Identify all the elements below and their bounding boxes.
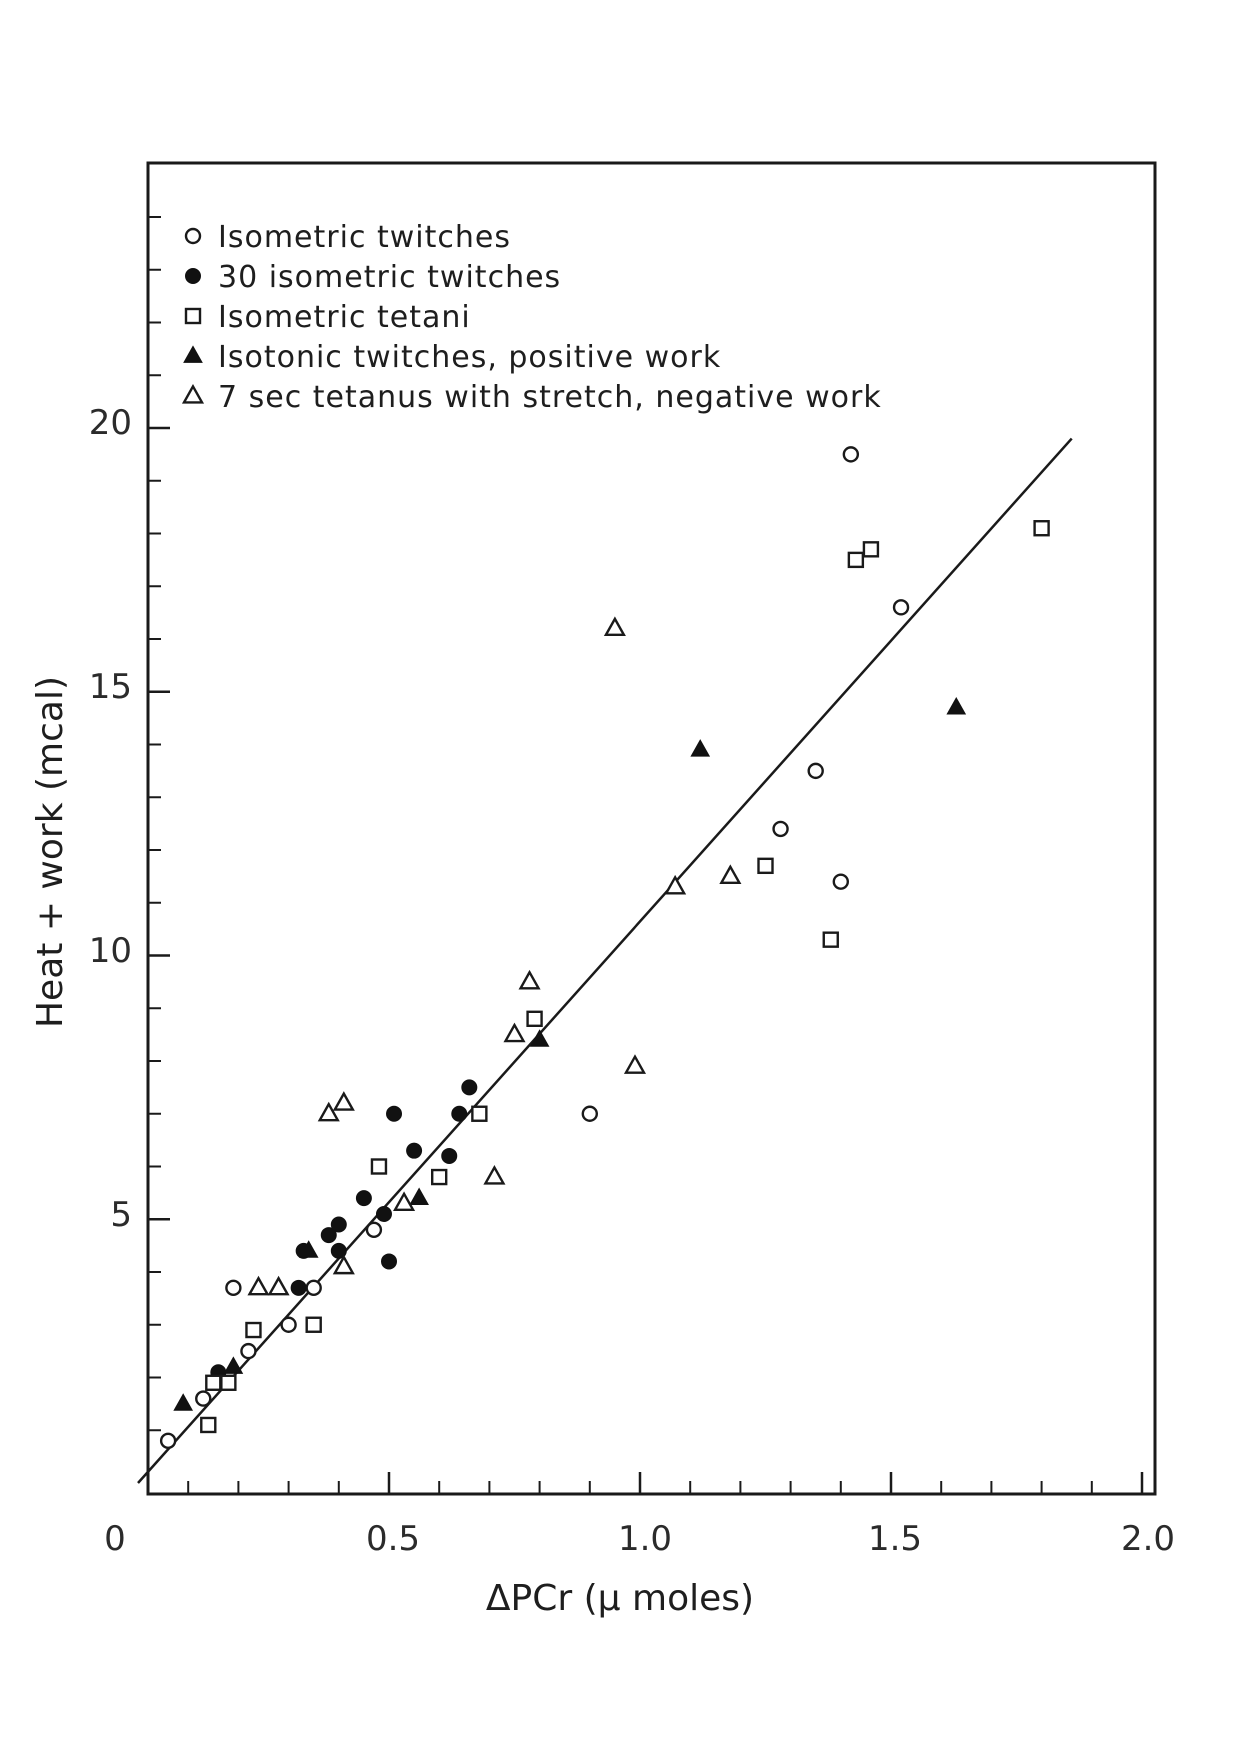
- data-point: [521, 972, 539, 988]
- x-tick-label: 0: [104, 1519, 126, 1559]
- data-point: [387, 1106, 402, 1121]
- data-point: [506, 1025, 524, 1041]
- data-point: [947, 698, 965, 714]
- data-point: [485, 1167, 503, 1183]
- series-open-triangle: [249, 619, 739, 1294]
- data-point: [226, 1281, 240, 1295]
- data-point: [809, 764, 823, 778]
- data-point: [849, 553, 863, 567]
- legend-markers: [184, 229, 202, 402]
- data-point: [196, 1392, 210, 1406]
- legend-label: Isometric tetani: [218, 300, 471, 335]
- data-point: [395, 1194, 413, 1210]
- x-tick-label: 1.5: [867, 1519, 923, 1559]
- data-point: [282, 1318, 296, 1332]
- data-point: [626, 1057, 644, 1073]
- x-tick-labels: [104, 1519, 1175, 1559]
- data-point: [834, 875, 848, 889]
- legend-marker: [184, 386, 202, 402]
- legend-marker: [186, 309, 200, 323]
- data-point: [606, 619, 624, 635]
- y-tick-label: 20: [88, 403, 132, 443]
- data-point: [174, 1394, 192, 1410]
- data-point: [246, 1323, 260, 1337]
- data-point: [759, 859, 773, 873]
- y-tick-label: 10: [88, 931, 132, 971]
- legend-marker: [186, 229, 200, 243]
- legend-marker: [184, 346, 202, 362]
- data-point: [894, 600, 908, 614]
- data-points: [161, 447, 1048, 1447]
- y-tick-label: 15: [88, 667, 132, 707]
- y-axis-title: Heat + work (mcal): [30, 675, 71, 1029]
- data-point: [224, 1357, 242, 1373]
- legend: [184, 220, 882, 415]
- data-point: [221, 1376, 235, 1390]
- legend-label: 7 sec tetanus with stretch, negative work: [218, 380, 882, 415]
- series-filled-triangle: [174, 698, 965, 1410]
- data-point: [1035, 521, 1049, 535]
- x-tick-label: 2.0: [1120, 1519, 1176, 1559]
- data-point: [249, 1278, 267, 1294]
- data-point: [844, 447, 858, 461]
- data-point: [206, 1376, 220, 1390]
- data-point: [407, 1143, 422, 1158]
- data-point: [201, 1418, 215, 1432]
- data-point: [864, 542, 878, 556]
- legend-label: Isometric twitches: [218, 220, 511, 255]
- x-axis-title: ΔPCr (μ moles): [485, 1578, 755, 1619]
- legend-label: Isotonic twitches, positive work: [218, 340, 722, 375]
- data-point: [270, 1278, 288, 1294]
- data-point: [442, 1148, 457, 1163]
- data-point: [774, 822, 788, 836]
- legend-label: 30 isometric twitches: [218, 260, 562, 295]
- data-point: [531, 1030, 549, 1046]
- major-ticks: [148, 428, 1142, 1494]
- data-point: [824, 933, 838, 947]
- data-point: [410, 1189, 428, 1205]
- data-point: [241, 1344, 255, 1358]
- data-point: [356, 1191, 371, 1206]
- x-tick-label: 1.0: [617, 1519, 673, 1559]
- data-point: [472, 1107, 486, 1121]
- data-point: [721, 867, 739, 883]
- data-point: [583, 1107, 597, 1121]
- data-point: [452, 1106, 467, 1121]
- data-point: [432, 1170, 446, 1184]
- data-point: [382, 1254, 397, 1269]
- x-tick-label: 0.5: [365, 1519, 421, 1559]
- data-point: [462, 1080, 477, 1095]
- data-point: [528, 1012, 542, 1026]
- data-point: [691, 740, 709, 756]
- y-tick-label: 5: [110, 1195, 132, 1235]
- data-point: [331, 1217, 346, 1232]
- series-open-circle: [161, 447, 908, 1447]
- data-point: [161, 1434, 175, 1448]
- data-point: [666, 877, 684, 893]
- regression-line: [138, 439, 1072, 1483]
- y-tick-labels: [89, 403, 132, 1235]
- series-open-square: [201, 521, 1048, 1432]
- legend-marker: [186, 269, 201, 284]
- data-point: [307, 1318, 321, 1332]
- data-point: [376, 1206, 391, 1221]
- data-point: [291, 1280, 306, 1295]
- data-point: [307, 1281, 321, 1295]
- data-point: [372, 1160, 386, 1174]
- data-point: [335, 1094, 353, 1110]
- data-point: [367, 1223, 381, 1237]
- data-point: [320, 1104, 338, 1120]
